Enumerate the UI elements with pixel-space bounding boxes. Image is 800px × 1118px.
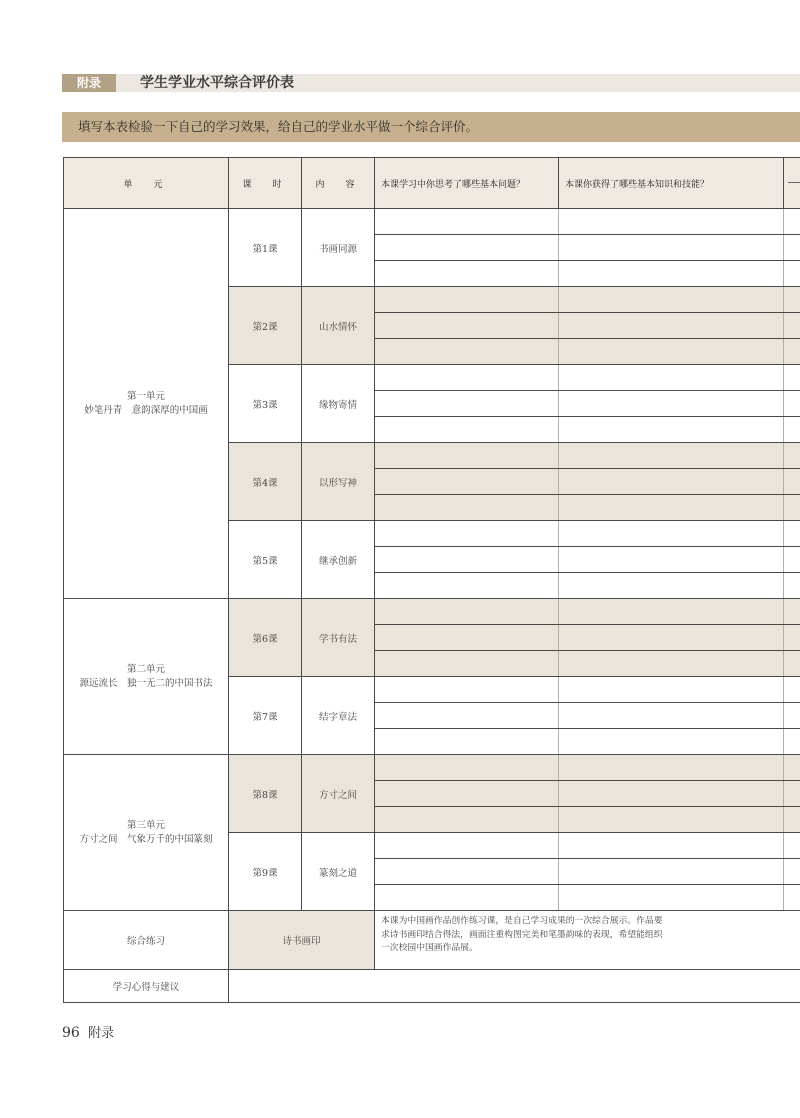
answer-edge-field	[784, 781, 800, 807]
answer-questions-field[interactable]	[375, 625, 559, 651]
answer-edge-field	[784, 209, 800, 235]
answer-questions-field[interactable]	[375, 547, 559, 573]
lesson-content: 结字章法	[302, 677, 375, 755]
answer-skills-field[interactable]	[559, 599, 784, 625]
answer-edge-field	[784, 885, 800, 911]
comprehensive-description	[375, 911, 800, 970]
answer-skills-field[interactable]	[559, 391, 784, 417]
unit-label: 第一单元	[126, 390, 165, 402]
answer-questions-field[interactable]	[375, 287, 559, 313]
unit-cell	[64, 599, 229, 755]
lesson-content: 缘物寄情	[302, 365, 375, 443]
lesson-content: 学书有法	[302, 599, 375, 677]
answer-questions-field[interactable]	[375, 755, 559, 781]
answer-skills-field[interactable]	[559, 755, 784, 781]
answer-edge-field	[784, 573, 800, 599]
lesson-content: 书画同源	[302, 209, 375, 287]
comprehensive-label: 综合练习	[64, 911, 229, 970]
answer-edge-field	[784, 521, 800, 547]
comprehensive-desc-line: 本课为中国画作品创作练习课，是自己学习成果的一次综合展示。作品要	[381, 916, 663, 926]
instruction-text: 填写本表检验一下自己的学习效果，给自己的学业水平做一个综合评价。	[78, 119, 479, 134]
lesson-row	[64, 755, 800, 781]
comprehensive-row	[64, 911, 800, 970]
answer-questions-field[interactable]	[375, 703, 559, 729]
answer-edge-field	[784, 365, 800, 391]
answer-edge-field	[784, 651, 800, 677]
comprehensive-content: 诗书画印	[229, 911, 375, 970]
answer-questions-field[interactable]	[375, 313, 559, 339]
lesson-period: 第3课	[229, 365, 302, 443]
answer-skills-field[interactable]	[559, 443, 784, 469]
lesson-content: 继承创新	[302, 521, 375, 599]
appendix-tag: 附录	[62, 74, 116, 92]
answer-edge-field	[784, 677, 800, 703]
unit-subtitle: 源远流长 独一无二的中国书法	[79, 677, 213, 689]
answer-edge-field	[784, 339, 800, 365]
unit-label: 第三单元	[126, 819, 165, 831]
answer-questions-field[interactable]	[375, 235, 559, 261]
answer-edge-field	[784, 859, 800, 885]
evaluation-table	[63, 157, 800, 1003]
answer-skills-field[interactable]	[559, 859, 784, 885]
answer-skills-field[interactable]	[559, 625, 784, 651]
page-footer	[62, 1024, 114, 1043]
answer-edge-field	[784, 625, 800, 651]
answer-edge-field	[784, 287, 800, 313]
answer-questions-field[interactable]	[375, 391, 559, 417]
answer-edge-field	[784, 313, 800, 339]
col-header-edge	[784, 158, 800, 209]
unit-cell	[64, 209, 229, 599]
answer-skills-field[interactable]	[559, 833, 784, 859]
lesson-period: 第4课	[229, 443, 302, 521]
lesson-period: 第8课	[229, 755, 302, 833]
answer-edge-field	[784, 261, 800, 287]
answer-questions-field[interactable]	[375, 807, 559, 833]
lesson-content: 方寸之间	[302, 755, 375, 833]
answer-edge-field	[784, 443, 800, 469]
answer-questions-field[interactable]	[375, 573, 559, 599]
answer-skills-field[interactable]	[559, 339, 784, 365]
answer-skills-field[interactable]	[559, 287, 784, 313]
answer-questions-field[interactable]	[375, 209, 559, 235]
answer-questions-field[interactable]	[375, 781, 559, 807]
answer-skills-field[interactable]	[559, 417, 784, 443]
lesson-row	[64, 209, 800, 235]
unit-subtitle: 妙笔丹青 意韵深厚的中国画	[84, 404, 208, 416]
answer-edge-field	[784, 235, 800, 261]
answer-questions-field[interactable]	[375, 261, 559, 287]
answer-questions-field[interactable]	[375, 469, 559, 495]
answer-skills-field[interactable]	[559, 495, 784, 521]
lesson-period: 第1课	[229, 209, 302, 287]
answer-questions-field[interactable]	[375, 833, 559, 859]
unit-cell	[64, 755, 229, 911]
page-number: 96	[62, 1025, 80, 1041]
answer-skills-field[interactable]	[559, 677, 784, 703]
col-header-skills: 本课你获得了哪些基本知识和技能？	[559, 158, 784, 209]
answer-skills-field[interactable]	[559, 651, 784, 677]
answer-questions-field[interactable]	[375, 521, 559, 547]
answer-questions-field[interactable]	[375, 859, 559, 885]
answer-skills-field[interactable]	[559, 807, 784, 833]
answer-edge-field	[784, 703, 800, 729]
lesson-content: 以形写神	[302, 443, 375, 521]
col-header-content: 内 容	[302, 158, 375, 209]
answer-skills-field[interactable]	[559, 729, 784, 755]
answer-edge-field	[784, 833, 800, 859]
answer-questions-field[interactable]	[375, 599, 559, 625]
answer-edge-field	[784, 417, 800, 443]
lesson-row	[64, 599, 800, 625]
lesson-content: 篆刻之道	[302, 833, 375, 911]
answer-edge-field	[784, 599, 800, 625]
reflection-row	[64, 970, 800, 1003]
lesson-period: 第7课	[229, 677, 302, 755]
answer-edge-field	[784, 547, 800, 573]
answer-skills-field[interactable]	[559, 703, 784, 729]
answer-edge-field	[784, 729, 800, 755]
answer-edge-field	[784, 391, 800, 417]
comprehensive-desc-line: 一次校园中国画作品展。	[381, 943, 478, 953]
answer-questions-field[interactable]	[375, 495, 559, 521]
answer-edge-field	[784, 469, 800, 495]
answer-skills-field[interactable]	[559, 209, 784, 235]
unit-label: 第二单元	[126, 663, 165, 675]
comprehensive-desc-line: 求诗书画印结合得法，画面注重构图完美和笔墨韵味的表现，希望能组织	[381, 929, 663, 940]
answer-questions-field[interactable]	[375, 339, 559, 365]
answer-edge-field	[784, 807, 800, 833]
lesson-period: 第2课	[229, 287, 302, 365]
table-header-row	[64, 158, 800, 209]
answer-skills-field[interactable]	[559, 313, 784, 339]
page-title: 学生学业水平综合评价表	[140, 75, 294, 91]
answer-questions-field[interactable]	[375, 651, 559, 677]
lesson-period: 第5课	[229, 521, 302, 599]
answer-skills-field[interactable]	[559, 547, 784, 573]
answer-skills-field[interactable]	[559, 781, 784, 807]
col-header-questions: 本课学习中你思考了哪些基本问题？	[375, 158, 559, 209]
answer-edge-field	[784, 495, 800, 521]
reflection-field[interactable]	[229, 970, 800, 1003]
lesson-content: 山水情怀	[302, 287, 375, 365]
answer-skills-field[interactable]	[559, 261, 784, 287]
header-edge-mark	[788, 182, 800, 183]
answer-skills-field[interactable]	[559, 235, 784, 261]
answer-skills-field[interactable]	[559, 365, 784, 391]
answer-skills-field[interactable]	[559, 573, 784, 599]
lesson-period: 第9课	[229, 833, 302, 911]
footer-section: 附录	[88, 1026, 115, 1041]
answer-skills-field[interactable]	[559, 469, 784, 495]
answer-questions-field[interactable]	[375, 365, 559, 391]
answer-questions-field[interactable]	[375, 417, 559, 443]
answer-questions-field[interactable]	[375, 729, 559, 755]
unit-subtitle: 方寸之间 气象万千的中国篆刻	[79, 833, 213, 845]
answer-questions-field[interactable]	[375, 885, 559, 911]
col-header-unit: 单 元	[64, 158, 229, 209]
lesson-period: 第6课	[229, 599, 302, 677]
answer-questions-field[interactable]	[375, 443, 559, 469]
col-header-period: 课 时	[229, 158, 302, 209]
answer-skills-field[interactable]	[559, 885, 784, 911]
answer-questions-field[interactable]	[375, 677, 559, 703]
answer-edge-field	[784, 755, 800, 781]
reflection-label: 学习心得与建议	[64, 970, 229, 1003]
answer-skills-field[interactable]	[559, 521, 784, 547]
